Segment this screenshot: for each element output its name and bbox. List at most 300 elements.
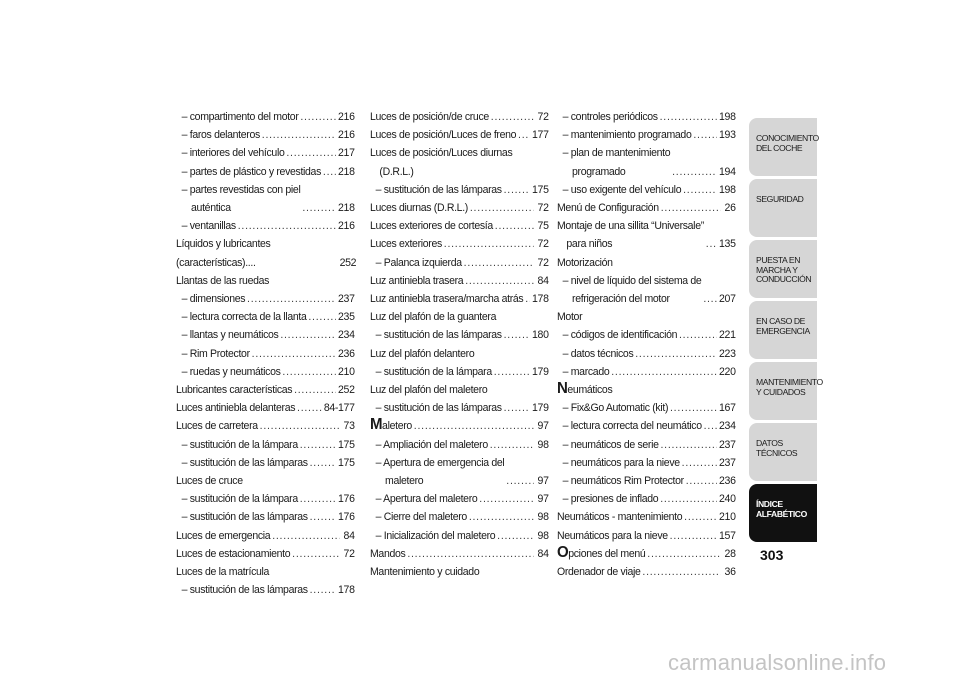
entry-page[interactable]: 73	[343, 420, 355, 433]
entry-text: Luz antiniebla trasera	[370, 274, 464, 287]
entry-label	[563, 363, 610, 381]
index-entry	[370, 308, 549, 326]
index-entry	[557, 144, 736, 180]
dot-leader	[506, 472, 533, 490]
entry-continuation: maletero	[385, 475, 424, 488]
entry-label	[563, 108, 658, 126]
tab-conocimiento[interactable]	[749, 118, 817, 176]
entry-page[interactable]: 84	[343, 529, 355, 542]
dot-leader	[407, 545, 533, 563]
entry-page[interactable]: 221	[719, 329, 736, 342]
entry-text: Neumáticos	[557, 380, 613, 398]
entry-label	[182, 454, 308, 472]
dot-leader	[647, 545, 720, 563]
dot-leader	[323, 163, 336, 181]
dot-leader	[683, 181, 717, 199]
index-entry	[557, 272, 736, 308]
watermark: carmanualsonline.info	[668, 650, 887, 675]
entry-page[interactable]: 180	[532, 329, 549, 342]
entry-page[interactable]: 216	[338, 129, 355, 142]
entry-label	[557, 563, 641, 581]
dot-leader	[297, 399, 322, 417]
entry-text: Líquidos y lubricantes (características)....	[176, 238, 274, 269]
index-entry	[370, 417, 549, 435]
entry-page[interactable]: 175	[338, 438, 355, 451]
index-entry	[557, 436, 736, 454]
dot-leader	[282, 363, 336, 381]
dot-leader	[670, 527, 717, 545]
index-entry	[557, 508, 736, 526]
entry-page[interactable]: 235	[338, 311, 355, 324]
index-entry	[176, 235, 355, 271]
tab-datos-tecnicos[interactable]	[749, 423, 817, 481]
entry-label	[370, 345, 474, 363]
entry-page[interactable]: 237	[719, 456, 736, 469]
entry-label	[557, 254, 613, 272]
entry-page[interactable]: 217	[338, 147, 355, 160]
index-entry	[370, 199, 549, 217]
entry-text: Luces de posición/Luces diurnas	[370, 147, 513, 160]
entry-label	[370, 272, 463, 290]
entry-page[interactable]: 220	[719, 365, 736, 378]
index-entry	[176, 436, 355, 454]
entry-text: – ruedas y neumáticos	[181, 365, 281, 378]
entry-text: – Fix&Go Automatic (kit)	[562, 402, 669, 415]
dot-leader	[300, 490, 336, 508]
index-entry	[176, 126, 355, 144]
entry-page[interactable]: 237	[338, 293, 355, 306]
index-entry	[176, 490, 355, 508]
entry-page[interactable]: 198	[719, 111, 736, 123]
entry-page[interactable]: 216	[338, 220, 355, 233]
index-entry	[557, 199, 736, 217]
entry-label	[176, 563, 269, 581]
index-entry	[557, 108, 736, 126]
dot-leader	[679, 326, 717, 344]
tab-label: ÍNDICE ALFABÉTICO	[756, 499, 807, 519]
entry-text: Luces de estacionamiento	[176, 547, 291, 560]
tab-label: CONOCIMIENTO DEL COCHE	[756, 133, 819, 153]
entry-page[interactable]: 207	[719, 293, 736, 306]
dot-leader	[525, 290, 530, 308]
entry-label	[182, 308, 307, 326]
index-entry	[370, 144, 549, 180]
entry-text: Neumáticos - mantenimiento	[557, 511, 683, 524]
dot-leader	[308, 308, 336, 326]
entry-page[interactable]: 75	[537, 220, 549, 233]
entry-page[interactable]: 97	[537, 493, 549, 506]
entry-page[interactable]: 234	[338, 329, 355, 342]
entry-label	[182, 363, 281, 381]
tab-emergencia[interactable]	[749, 301, 817, 359]
entry-text: – sustitución de la lámpara	[181, 438, 298, 451]
entry-page[interactable]: 210	[338, 365, 355, 378]
entry-label	[370, 235, 442, 253]
entry-label	[182, 345, 250, 363]
index-entry	[557, 399, 736, 417]
entry-page[interactable]: 210	[719, 511, 736, 524]
tab-label: DATOS TÉCNICOS	[756, 438, 798, 458]
dot-leader	[491, 108, 534, 126]
index-entry	[370, 254, 549, 272]
entry-page[interactable]: 135	[719, 238, 736, 251]
entry-text: Motorización	[557, 256, 613, 269]
tab-mantenimiento[interactable]	[749, 362, 823, 420]
entry-continuation: (D.R.L.)	[379, 165, 414, 178]
index-entry	[176, 581, 355, 599]
index-entry	[176, 345, 355, 363]
entry-page[interactable]: 84	[537, 547, 549, 560]
index-entry	[370, 454, 549, 490]
dot-leader	[252, 345, 337, 363]
entry-label	[376, 363, 492, 381]
section-tabs	[749, 118, 823, 545]
entry-text: – sustitución de la lámpara	[375, 365, 492, 378]
dot-leader	[703, 290, 717, 308]
index-entry	[370, 363, 549, 381]
entry-page[interactable]: 240	[719, 493, 736, 506]
entry-label	[370, 545, 405, 563]
dot-leader	[684, 508, 717, 526]
index-entry	[176, 545, 355, 563]
entry-page[interactable]: 72	[537, 202, 549, 215]
entry-label	[182, 181, 301, 217]
entry-label	[376, 454, 505, 490]
entry-page[interactable]: 72	[537, 256, 549, 269]
entry-label	[563, 417, 702, 435]
entry-text: Neumáticos para la nieve	[557, 529, 668, 542]
dot-leader	[479, 490, 533, 508]
dot-leader	[635, 345, 717, 363]
entry-label	[563, 436, 659, 454]
index-entry	[176, 454, 355, 472]
entry-page[interactable]: 178	[338, 584, 355, 597]
entry-page[interactable]: 36	[724, 566, 736, 579]
entry-text: Luces antiniebla delanteras	[176, 402, 296, 415]
index-entry	[370, 126, 549, 144]
entry-text: Llantas de las ruedas	[176, 274, 270, 287]
entry-text: – plan de mantenimiento	[562, 147, 671, 160]
dot-leader	[469, 508, 534, 526]
index-entry	[557, 527, 736, 545]
index-entry	[176, 272, 355, 290]
entry-page[interactable]: 236	[338, 347, 355, 360]
entry-label	[563, 345, 634, 363]
entry-label	[176, 399, 295, 417]
index-entry	[557, 472, 736, 490]
dot-leader	[262, 126, 336, 144]
tab-seguridad[interactable]	[749, 179, 817, 237]
dot-leader	[286, 144, 336, 162]
entry-text: Luces exteriores	[370, 238, 442, 251]
entry-text: – Ampliación del maletero	[375, 438, 488, 451]
dot-leader	[302, 199, 336, 217]
entry-page[interactable]: 198	[719, 183, 736, 196]
entry-text: – controles periódicos	[562, 111, 658, 123]
dot-leader	[495, 217, 534, 235]
dot-leader	[693, 126, 717, 144]
dot-leader	[611, 363, 717, 381]
entry-page[interactable]: 177	[532, 129, 549, 142]
entry-text: Luz del plafón delantero	[370, 347, 475, 360]
index-entry	[176, 181, 355, 217]
entry-page[interactable]: 178	[532, 293, 549, 306]
entry-continuation: para niños	[566, 238, 613, 251]
entry-page[interactable]: 84	[537, 274, 549, 287]
dot-leader	[310, 581, 337, 599]
entry-page[interactable]: 98	[537, 529, 549, 542]
index-entry	[370, 527, 549, 545]
entry-label	[376, 254, 462, 272]
tab-label: EN CASO DE EMERGENCIA	[756, 316, 810, 336]
dot-leader	[682, 454, 717, 472]
index-entry	[176, 381, 355, 399]
entry-text: – llantas y neumáticos	[181, 329, 279, 342]
entry-page[interactable]: 98	[537, 438, 549, 451]
tab-label: SEGURIDAD	[756, 194, 804, 204]
entry-label	[182, 581, 308, 599]
entry-text: – dimensiones	[181, 293, 246, 306]
entry-page[interactable]: 234	[719, 420, 736, 433]
entry-page[interactable]: 72	[537, 238, 549, 251]
index-entry	[176, 163, 355, 181]
entry-page[interactable]: 194	[719, 165, 736, 178]
entry-label	[557, 308, 582, 326]
dot-leader	[504, 399, 531, 417]
entry-text: Luces de carretera	[176, 420, 258, 433]
entry-text: Luces de posición/Luces de freno	[370, 129, 517, 142]
entry-page[interactable]: 97	[537, 475, 549, 488]
entry-label	[563, 144, 671, 180]
entry-text: – códigos de identificación	[562, 329, 678, 342]
entry-page[interactable]: 26	[724, 202, 736, 215]
page-number: 303	[760, 547, 784, 563]
entry-page[interactable]: 176	[338, 493, 355, 506]
entry-label	[182, 290, 246, 308]
entry-label	[182, 217, 236, 235]
index-entry	[557, 490, 736, 508]
entry-label	[176, 545, 290, 563]
index-entry	[370, 436, 549, 454]
dot-leader	[518, 126, 530, 144]
index-entry	[370, 490, 549, 508]
dot-leader	[310, 454, 337, 472]
entry-page[interactable]: 216	[338, 111, 355, 123]
tab-indice-alfabetico[interactable]	[749, 484, 817, 542]
entry-text: Mandos	[370, 547, 406, 560]
index-entry	[557, 563, 736, 581]
dot-leader	[642, 563, 720, 581]
index-entry	[557, 254, 736, 272]
index-entry	[370, 508, 549, 526]
entry-label	[176, 381, 292, 399]
dot-leader	[660, 490, 717, 508]
index-entry	[370, 326, 549, 344]
entry-text: Luces de la matrícula	[176, 566, 270, 579]
entry-label	[370, 144, 512, 180]
entry-page[interactable]: 176	[338, 511, 355, 524]
index-entry	[176, 217, 355, 235]
entry-label	[370, 199, 468, 217]
entry-page[interactable]: 175	[338, 456, 355, 469]
dot-leader	[414, 417, 534, 435]
entry-page[interactable]: 72	[343, 547, 355, 560]
index-entry	[557, 454, 736, 472]
index-entry	[557, 345, 736, 363]
entry-page[interactable]: 218	[338, 165, 355, 178]
index-entry	[176, 563, 355, 581]
entry-text: – partes de plástico y revestidas	[181, 165, 322, 178]
entry-text: Menú de Configuración	[557, 202, 659, 215]
entry-text: – marcado	[562, 365, 610, 378]
entry-text: Ordenador de viaje	[557, 566, 641, 579]
section-initial: M	[370, 416, 383, 434]
entry-text: – Apertura de emergencia del	[375, 456, 505, 469]
entry-page[interactable]: 237	[719, 438, 736, 451]
entry-label	[370, 308, 496, 326]
index-entry	[557, 381, 736, 399]
index-entry	[370, 272, 549, 290]
entry-page[interactable]: 84-177	[323, 402, 355, 415]
entry-text: – partes revestidas con piel	[181, 183, 301, 196]
index-entry	[557, 308, 736, 326]
entry-text: Luces de cruce	[176, 475, 243, 488]
entry-text: – lectura correcta de la llanta	[181, 311, 307, 324]
index-entry	[557, 126, 736, 144]
entry-label	[557, 508, 682, 526]
entry-label	[563, 326, 677, 344]
index-entry	[176, 290, 355, 308]
dot-leader	[300, 108, 336, 126]
entry-page[interactable]: 179	[532, 402, 549, 415]
entry-text: – sustitución de las lámparas	[181, 511, 308, 524]
tab-puesta-en-marcha[interactable]	[749, 240, 817, 298]
entry-text: – uso exigente del vehículo	[562, 183, 682, 196]
dot-leader	[464, 254, 534, 272]
entry-text: Maletero	[370, 416, 412, 434]
entry-label	[182, 508, 308, 526]
entry-label	[557, 527, 668, 545]
dot-leader	[294, 381, 336, 399]
dot-leader	[465, 272, 533, 290]
entry-text: Luz antiniebla trasera/marcha atrás	[370, 293, 524, 306]
entry-page[interactable]: 193	[719, 129, 736, 142]
entry-page[interactable]: 28	[724, 547, 736, 560]
entry-label	[557, 199, 659, 217]
entry-text: – lectura correcta del neumático	[562, 420, 702, 433]
dot-leader	[238, 217, 336, 235]
entry-text: – mantenimiento programado	[562, 129, 692, 142]
dot-leader	[497, 527, 533, 545]
entry-page[interactable]: 175	[532, 183, 549, 196]
index-entry	[176, 363, 355, 381]
entry-page[interactable]: 157	[719, 529, 736, 542]
index-entry	[370, 217, 549, 235]
entry-text: – sustitución de las lámparas	[181, 584, 308, 597]
entry-page[interactable]: 252	[338, 384, 355, 397]
entry-label	[182, 436, 298, 454]
index-entry	[370, 399, 549, 417]
entry-text: – nivel de líquido del sistema de	[562, 274, 702, 287]
dot-leader	[704, 417, 718, 435]
dot-leader	[444, 235, 534, 253]
entry-page[interactable]: 97	[537, 420, 549, 433]
index-entry	[370, 381, 549, 399]
entry-label	[370, 290, 523, 308]
entry-label	[370, 381, 487, 399]
entry-label	[376, 399, 502, 417]
entry-label	[557, 381, 612, 399]
entry-label	[376, 436, 488, 454]
entry-page[interactable]: 236	[719, 475, 736, 488]
entry-label	[376, 326, 502, 344]
entry-page[interactable]: 218	[338, 202, 355, 215]
index-column-3	[557, 108, 736, 581]
entry-text: – Apertura del maletero	[375, 493, 478, 506]
dot-leader	[470, 199, 534, 217]
index-column-2	[370, 108, 549, 581]
entry-text: – interiores del vehículo	[181, 147, 285, 160]
index-entry	[176, 326, 355, 344]
entry-page[interactable]: 179	[532, 365, 549, 378]
entry-text: Luz del plafón de la guantera	[370, 311, 497, 324]
index-entry	[557, 217, 736, 253]
entry-page[interactable]: 72	[537, 111, 549, 123]
index-entry	[557, 363, 736, 381]
entry-page[interactable]: 98	[537, 511, 549, 524]
entry-label	[182, 126, 260, 144]
entry-text: – datos técnicos	[562, 347, 634, 360]
index-entry	[370, 290, 549, 308]
entry-text: – Palanca izquierda	[375, 256, 462, 269]
entry-text: Luz del plafón del maletero	[370, 384, 488, 397]
entry-page[interactable]: 252	[339, 256, 357, 269]
entry-page[interactable]: 167	[719, 402, 736, 415]
section-initial: N	[557, 380, 568, 398]
index-entry	[176, 527, 355, 545]
index-entry	[370, 345, 549, 363]
entry-label	[370, 417, 412, 435]
entry-label	[182, 326, 279, 344]
entry-label	[376, 181, 502, 199]
index-entry	[370, 235, 549, 253]
entry-label	[563, 399, 668, 417]
entry-label	[563, 490, 659, 508]
entry-label	[370, 108, 489, 126]
entry-label	[176, 472, 243, 490]
dot-leader	[660, 108, 718, 126]
entry-text: – Rim Protector	[181, 347, 250, 360]
entry-label	[176, 527, 270, 545]
dot-leader	[247, 290, 336, 308]
entry-label	[176, 235, 336, 271]
entry-text: Lubricantes características	[176, 384, 293, 397]
entry-text: Mantenimiento y cuidado	[370, 566, 480, 579]
index-entry	[557, 417, 736, 435]
entry-label	[376, 527, 496, 545]
index-entry	[176, 417, 355, 435]
entry-text: – sustitución de las lámparas	[375, 329, 502, 342]
entry-page[interactable]: 223	[719, 347, 736, 360]
entry-text: – Cierre del maletero	[375, 511, 467, 524]
dot-leader	[504, 326, 531, 344]
entry-label	[563, 472, 684, 490]
index-entry	[557, 545, 736, 563]
index-entry	[176, 308, 355, 326]
entry-text: Montaje de una sillita “Universale”	[557, 220, 704, 233]
entry-text: – neumáticos de serie	[562, 438, 659, 451]
entry-text: – sustitución de la lámpara	[181, 493, 298, 506]
